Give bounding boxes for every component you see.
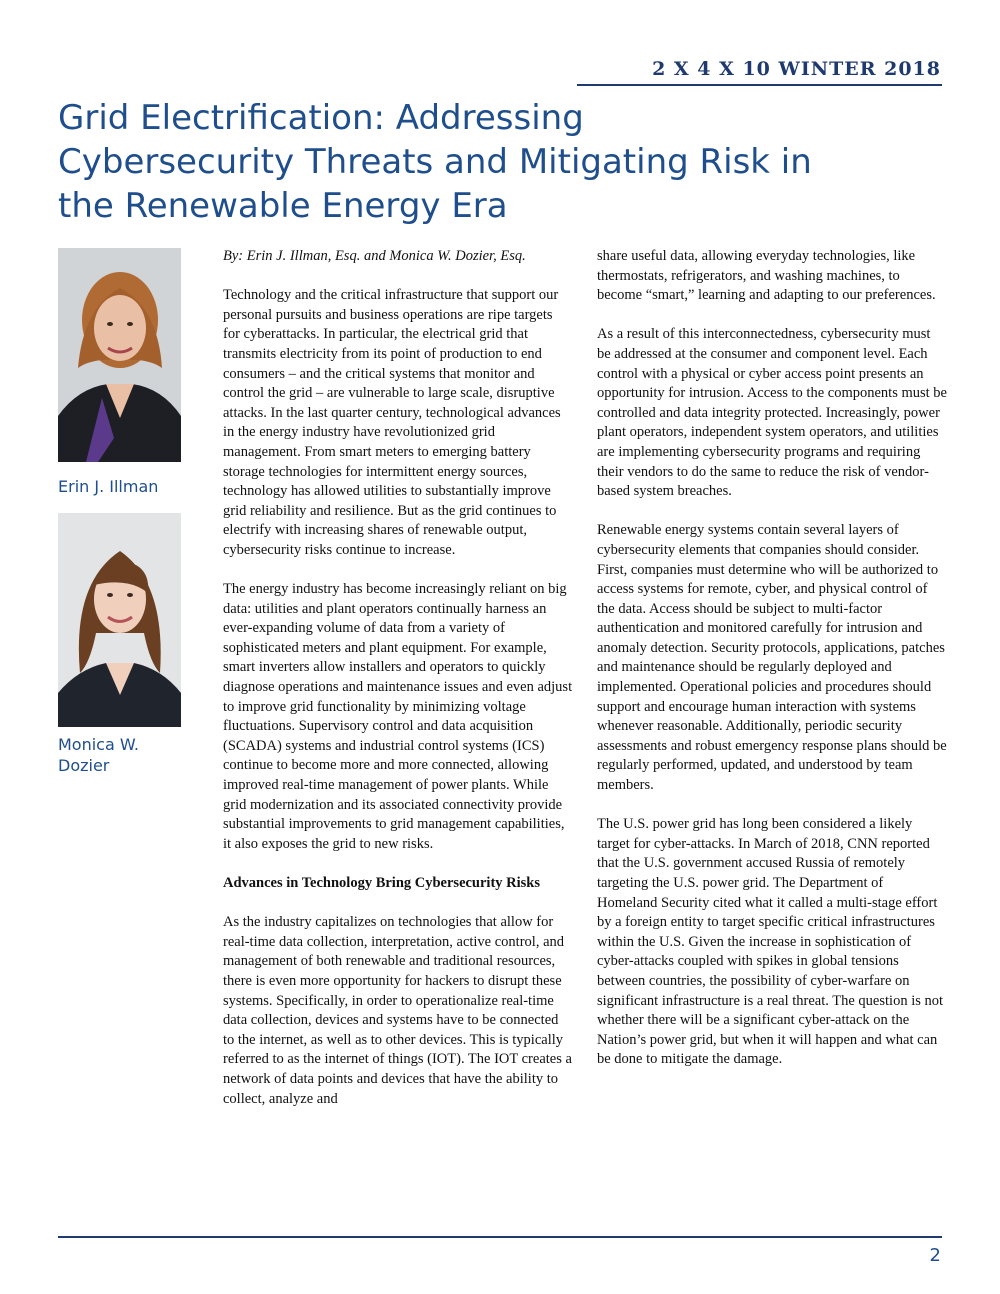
body-paragraph: Technology and the critical infrastructure that support our personal pursuits and business operations are ripe targets for cyberattacks. In particular, the electrical grid that transmits electricity from its point of production to end consumers – and the critical systems that monitor and control the grid – are vulnerable to large scale, disruptive attacks. In the last quarter century, technological advances in the energy industry have revolutionized grid management. From smart meters to emerging battery storage technologies for intermittent energy sources, technology has allowed utilities to substantially improve grid reliability and resilience. But as the grid continues to electrify with increasing shares of renewable output, cybersecurity risks continue to increase. xyxy=(223,287,561,558)
title-line: Grid Electrification: Addressing xyxy=(58,98,584,138)
footer-divider xyxy=(58,1236,942,1238)
body-paragraph: share useful data, allowing everyday technologies, like thermostats, refrigerators, and washing machines, to become “smart,” learning and adapting to our preferences. xyxy=(597,248,936,304)
body-paragraph: The U.S. power grid has long been considered a likely target for cyber-attacks. In March of 2018, CNN reported that the U.S. government accused Russia of remotely targeting the U.S. power grid. The Department of Homeland Security cited what it called a multi-stage effort by a foreign entity to target specific critical infrastructures within the U.S. Given the increase in sophistication of cyber-attacks coupled with spikes in global tensions between countries, the possibility of cyber-warfare on significant infrastructure is a real threat. The question is not whether there will be a significant cyber-attack on the Nation’s power grid, but when it will happen and what can be done to mitigate the damage. xyxy=(597,816,944,1068)
body-paragraph: The energy industry has become increasingly reliant on big data: utilities and plant operators continually harness an ever-expanding volume of data from a variety of sophisticated meters and plant equipment. For example, smart inverters allow installers and operators to quickly diagnose operations and maintenance issues and even adjust to improve grid functionality by minimizing voltage fluctuations. Supervisory control and data acquisition (SCADA) systems and industrial control systems (ICS) continue to become more and more connected, allowing improved real-time management of power plants. While grid modernization and its associated connectivity provide substantial improvements to grid management capabilities, it also exposes the grid to new risks. xyxy=(223,581,573,852)
article-column-left xyxy=(223,247,573,1129)
author-portrait-image xyxy=(58,513,181,727)
article-column-right xyxy=(597,247,947,1090)
masthead-divider xyxy=(577,84,942,86)
title-line: Cybersecurity Threats and Mitigating Risk in xyxy=(58,142,812,182)
body-paragraph: Renewable energy systems contain several layers of cybersecurity elements that companies should consider. First, companies must determine who will be authorized to access systems for remote, cyber, and physical control of the data. Access should be subject to multi-factor authentication and monitored carefully for intrusion and anomaly detection. Security protocols, applications, patches and maintenance should be regularly deployed and implemented. Operational policies and procedures should support and encourage human interaction with systems whenever reasonable. Additionally, periodic security assessments and robust emergency response plans should be regularly performed, updated, and understood by team members. xyxy=(597,522,947,794)
title-line: the Renewable Energy Era xyxy=(58,186,508,226)
body-paragraph: As a result of this interconnectedness, cybersecurity must be addressed at the consumer and component level. Each control with a physical or cyber access point presents an opportunity for intrusion. Access to the components must be controlled and data integrity protected. Increasingly, power plant operators, independent system operators, and utilities are implementing cybersecurity programs and requiring their vendors to do the same to reduce the risk of vendor-based system breaches. xyxy=(597,326,947,500)
page-number: 2 xyxy=(929,1245,941,1266)
body-paragraph: As the industry capitalizes on technologies that allow for real-time data collection, interpretation, active control, and management of both renewable and traditional resources, there is even more opportunity for hackers to disrupt these systems. Specifically, in order to operationalize real-time data collection, devices and systems have to be connected to the internet, as well as to other devices. This is typically referred to as the internet of things (IOT). The IOT creates a network of data points and devices that have the ability to collect, analyze and xyxy=(223,914,572,1107)
author-caption-erin-illman: Erin J. Illman xyxy=(58,477,159,496)
article-title xyxy=(58,96,958,228)
section-subhead: Advances in Technology Bring Cybersecurity Risks xyxy=(223,875,541,891)
masthead: 2 X 4 X 10 WINTER 2018 xyxy=(652,58,941,80)
author-portrait-image xyxy=(58,248,181,462)
author-photo-erin-illman xyxy=(58,248,181,462)
author-caption-monica-dozier: Monica W. Dozier xyxy=(58,735,139,775)
byline: By: Erin J. Illman, Esq. and Monica W. Dozier, Esq. xyxy=(223,248,526,264)
author-photo-monica-dozier xyxy=(58,513,181,727)
